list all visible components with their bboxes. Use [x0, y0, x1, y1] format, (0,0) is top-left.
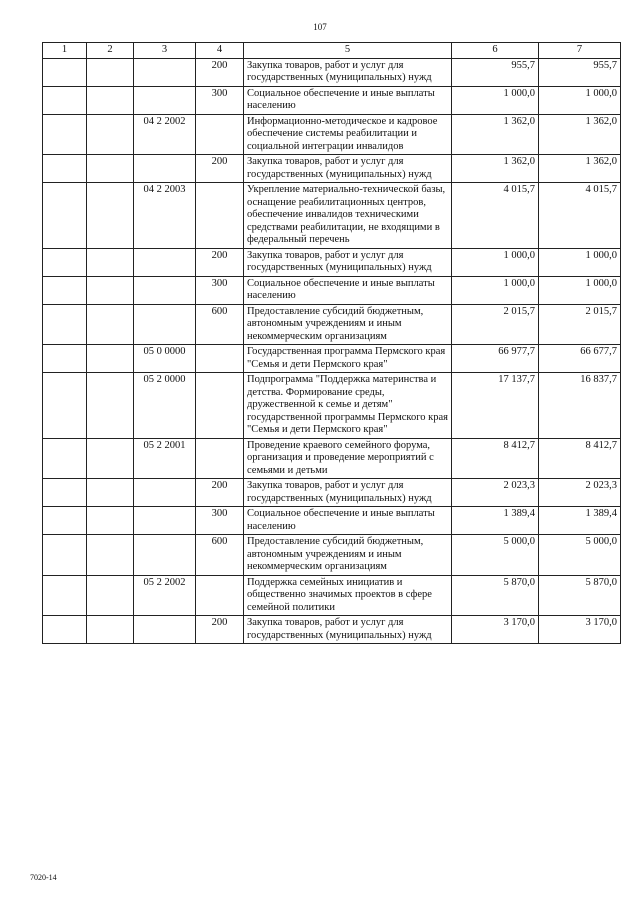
section-cell	[43, 183, 87, 249]
section-cell	[43, 479, 87, 507]
amount-year1-cell: 2 015,7	[452, 304, 539, 345]
target-article-cell: 05 2 2001	[134, 438, 196, 479]
subsection-cell	[87, 479, 134, 507]
description-cell: Закупка товаров, работ и услуг для государственных (муниципальных) нужд	[244, 479, 452, 507]
target-article-cell: 05 2 2002	[134, 575, 196, 616]
table-row	[43, 248, 621, 276]
section-cell	[43, 616, 87, 644]
target-article-cell	[134, 304, 196, 345]
description-cell: Закупка товаров, работ и услуг для государственных (муниципальных) нужд	[244, 248, 452, 276]
description-cell: Социальное обеспечение и иные выплаты населению	[244, 276, 452, 304]
amount-year2-cell: 1 000,0	[539, 248, 621, 276]
amount-year1-cell: 955,7	[452, 58, 539, 86]
section-cell	[43, 535, 87, 576]
amount-year1-cell: 66 977,7	[452, 345, 539, 373]
section-cell	[43, 155, 87, 183]
amount-year2-cell: 3 170,0	[539, 616, 621, 644]
subsection-cell	[87, 304, 134, 345]
target-article-cell	[134, 479, 196, 507]
amount-year1-cell: 17 137,7	[452, 373, 539, 439]
description-cell: Закупка товаров, работ и услуг для государственных (муниципальных) нужд	[244, 58, 452, 86]
target-article-cell	[134, 86, 196, 114]
target-article-cell: 05 2 0000	[134, 373, 196, 439]
amount-year1-cell: 3 170,0	[452, 616, 539, 644]
column-header: 7	[539, 43, 621, 59]
column-header: 1	[43, 43, 87, 59]
footer-code: 7020-14	[30, 873, 57, 882]
description-cell: Информационно-методическое и кадровое обеспечение системы реабилитации и социальной интеграции инвалидов	[244, 114, 452, 155]
target-article-cell: 04 2 2003	[134, 183, 196, 249]
column-header: 3	[134, 43, 196, 59]
section-cell	[43, 304, 87, 345]
description-cell: Укрепление материально-технической базы, оснащение реабилитационных центров, обеспечение инвалидов техническими средствами реабилитации, не входящими в федеральный перечень	[244, 183, 452, 249]
table-row	[43, 276, 621, 304]
target-article-cell	[134, 155, 196, 183]
amount-year2-cell: 1 389,4	[539, 507, 621, 535]
target-article-cell	[134, 58, 196, 86]
amount-year2-cell: 4 015,7	[539, 183, 621, 249]
section-cell	[43, 507, 87, 535]
table-row	[43, 373, 621, 439]
amount-year1-cell: 1 000,0	[452, 276, 539, 304]
amount-year2-cell: 2 023,3	[539, 479, 621, 507]
section-cell	[43, 114, 87, 155]
subsection-cell	[87, 507, 134, 535]
amount-year2-cell: 955,7	[539, 58, 621, 86]
section-cell	[43, 373, 87, 439]
amount-year2-cell: 5 000,0	[539, 535, 621, 576]
table-row	[43, 575, 621, 616]
subsection-cell	[87, 438, 134, 479]
description-cell: Социальное обеспечение и иные выплаты населению	[244, 507, 452, 535]
column-header: 6	[452, 43, 539, 59]
subsection-cell	[87, 575, 134, 616]
section-cell	[43, 86, 87, 114]
table-row	[43, 86, 621, 114]
target-article-cell: 05 0 0000	[134, 345, 196, 373]
amount-year1-cell: 2 023,3	[452, 479, 539, 507]
expense-type-cell	[196, 373, 244, 439]
amount-year1-cell: 1 389,4	[452, 507, 539, 535]
description-cell: Государственная программа Пермского края "Семья и дети Пермского края"	[244, 345, 452, 373]
amount-year1-cell: 1 362,0	[452, 155, 539, 183]
column-header: 5	[244, 43, 452, 59]
target-article-cell	[134, 507, 196, 535]
expense-type-cell: 200	[196, 616, 244, 644]
target-article-cell	[134, 276, 196, 304]
section-cell	[43, 345, 87, 373]
page-number: 107	[313, 22, 327, 32]
table-row	[43, 479, 621, 507]
table-row	[43, 438, 621, 479]
section-cell	[43, 248, 87, 276]
target-article-cell	[134, 535, 196, 576]
expense-type-cell	[196, 114, 244, 155]
subsection-cell	[87, 248, 134, 276]
subsection-cell	[87, 155, 134, 183]
subsection-cell	[87, 373, 134, 439]
section-cell	[43, 575, 87, 616]
amount-year1-cell: 1 000,0	[452, 86, 539, 114]
table-row	[43, 507, 621, 535]
description-cell: Предоставление субсидий бюджетным, автономным учреждениям и иным некоммерческим организациям	[244, 304, 452, 345]
target-article-cell: 04 2 2002	[134, 114, 196, 155]
column-header: 2	[87, 43, 134, 59]
amount-year2-cell: 1 362,0	[539, 155, 621, 183]
expense-type-cell: 300	[196, 86, 244, 114]
expense-type-cell: 300	[196, 276, 244, 304]
description-cell: Закупка товаров, работ и услуг для государственных (муниципальных) нужд	[244, 616, 452, 644]
table-row	[43, 535, 621, 576]
description-cell: Закупка товаров, работ и услуг для государственных (муниципальных) нужд	[244, 155, 452, 183]
section-cell	[43, 276, 87, 304]
table-row	[43, 345, 621, 373]
subsection-cell	[87, 58, 134, 86]
expense-type-cell: 200	[196, 155, 244, 183]
subsection-cell	[87, 276, 134, 304]
expense-type-cell: 200	[196, 248, 244, 276]
expense-type-cell: 600	[196, 304, 244, 345]
table-row	[43, 114, 621, 155]
amount-year2-cell: 16 837,7	[539, 373, 621, 439]
expense-type-cell: 200	[196, 479, 244, 507]
amount-year2-cell: 1 362,0	[539, 114, 621, 155]
subsection-cell	[87, 535, 134, 576]
table-row	[43, 155, 621, 183]
amount-year1-cell: 5 870,0	[452, 575, 539, 616]
amount-year1-cell: 1 000,0	[452, 248, 539, 276]
amount-year2-cell: 66 677,7	[539, 345, 621, 373]
expense-type-cell	[196, 575, 244, 616]
amount-year2-cell: 8 412,7	[539, 438, 621, 479]
amount-year2-cell: 2 015,7	[539, 304, 621, 345]
description-cell: Поддержка семейных инициатив и общественно значимых проектов в сфере семейной политики	[244, 575, 452, 616]
amount-year2-cell: 5 870,0	[539, 575, 621, 616]
section-cell	[43, 58, 87, 86]
table-row	[43, 616, 621, 644]
amount-year2-cell: 1 000,0	[539, 86, 621, 114]
description-cell: Подпрограмма "Поддержка материнства и детства. Формирование среды, дружественной к семье и детям" государственной программы Пермского края "Семья и дети Пермского края"	[244, 373, 452, 439]
subsection-cell	[87, 616, 134, 644]
subsection-cell	[87, 345, 134, 373]
column-header: 4	[196, 43, 244, 59]
expense-type-cell: 300	[196, 507, 244, 535]
subsection-cell	[87, 114, 134, 155]
budget-table	[42, 42, 621, 644]
description-cell: Проведение краевого семейного форума, организация и проведение мероприятий с семьями и детьми	[244, 438, 452, 479]
amount-year2-cell: 1 000,0	[539, 276, 621, 304]
section-cell	[43, 438, 87, 479]
column-header-row	[43, 43, 621, 59]
expense-type-cell	[196, 183, 244, 249]
expense-type-cell: 200	[196, 58, 244, 86]
target-article-cell	[134, 616, 196, 644]
subsection-cell	[87, 183, 134, 249]
table-row	[43, 183, 621, 249]
amount-year1-cell: 5 000,0	[452, 535, 539, 576]
description-cell: Социальное обеспечение и иные выплаты населению	[244, 86, 452, 114]
amount-year1-cell: 1 362,0	[452, 114, 539, 155]
table-row	[43, 58, 621, 86]
amount-year1-cell: 4 015,7	[452, 183, 539, 249]
table-row	[43, 304, 621, 345]
target-article-cell	[134, 248, 196, 276]
expense-type-cell	[196, 345, 244, 373]
description-cell: Предоставление субсидий бюджетным, автономным учреждениям и иным некоммерческим организациям	[244, 535, 452, 576]
expense-type-cell	[196, 438, 244, 479]
amount-year1-cell: 8 412,7	[452, 438, 539, 479]
subsection-cell	[87, 86, 134, 114]
expense-type-cell: 600	[196, 535, 244, 576]
